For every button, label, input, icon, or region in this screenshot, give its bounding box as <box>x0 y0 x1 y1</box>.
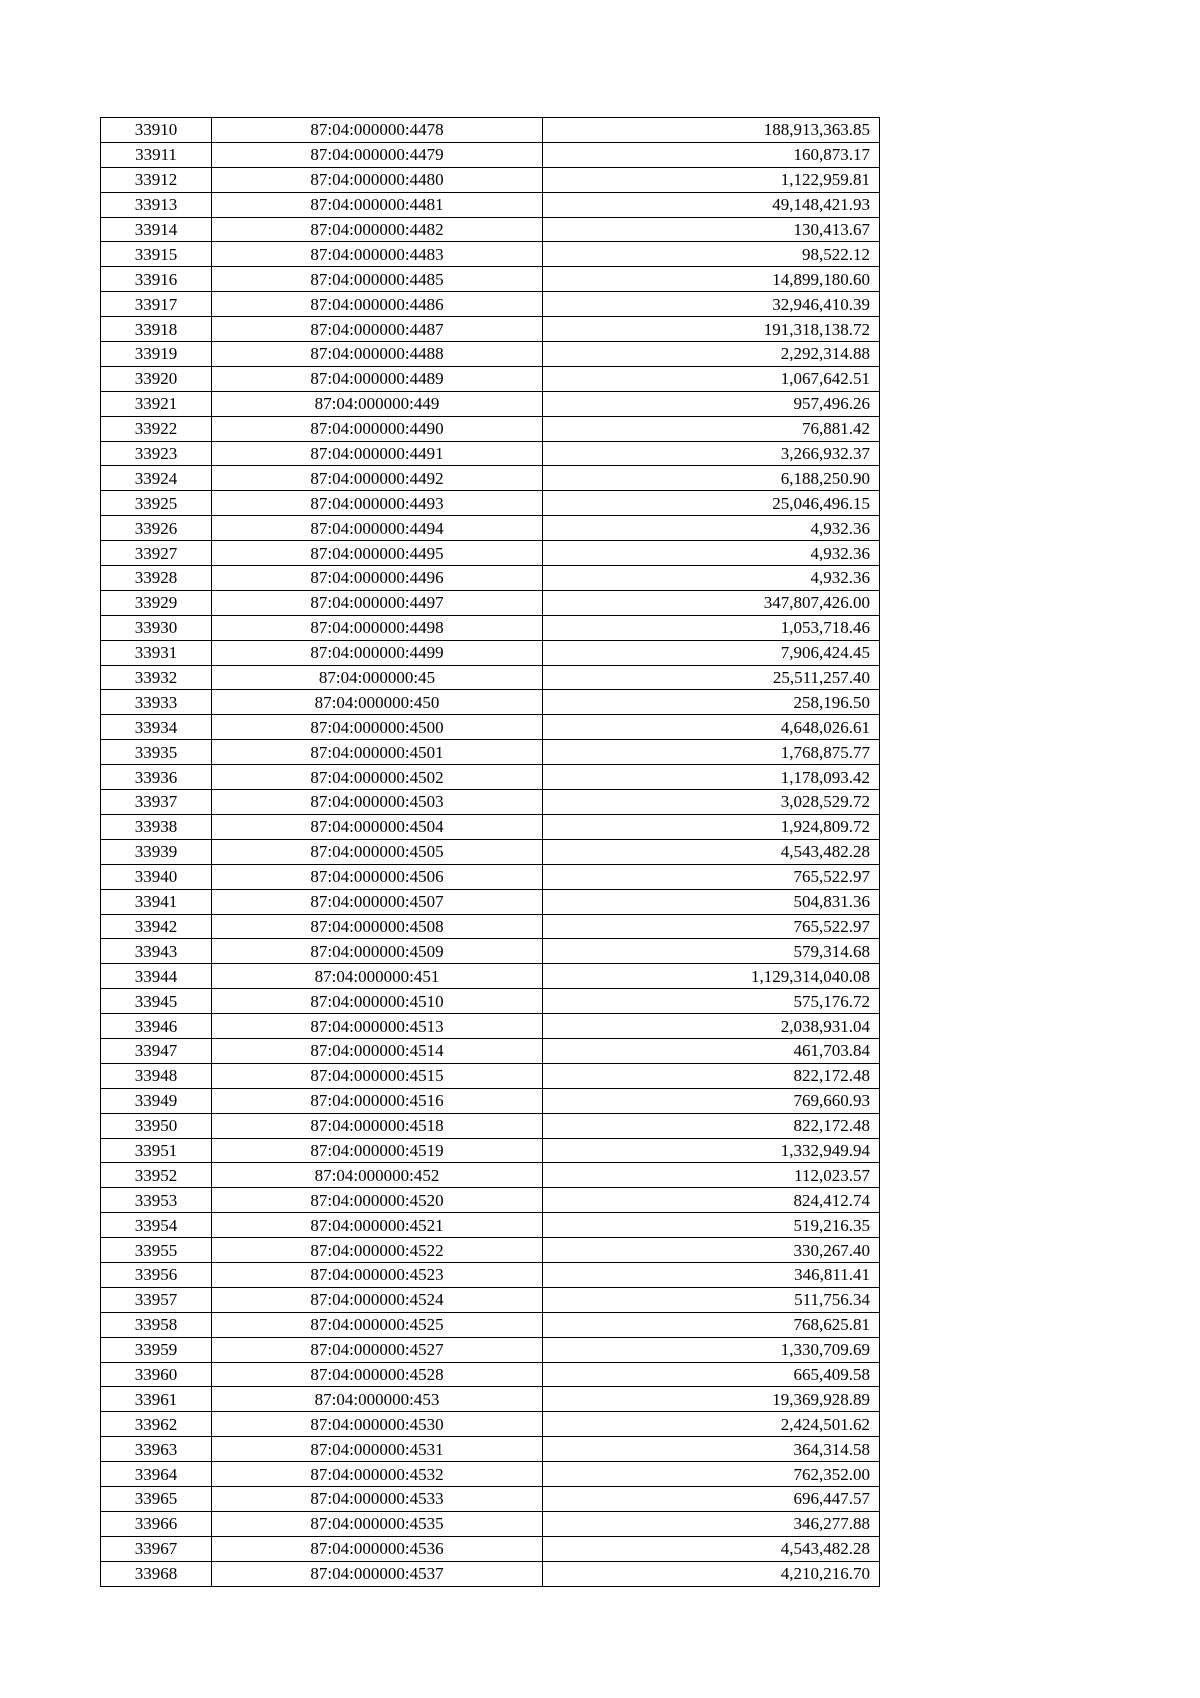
table-row <box>101 615 880 640</box>
table-row <box>101 391 880 416</box>
table-row <box>101 964 880 989</box>
row-number-cell: 33925 <box>101 491 212 516</box>
table-row <box>101 217 880 242</box>
row-number-cell: 33951 <box>101 1138 212 1163</box>
cadastral-number-cell: 87:04:000000:4494 <box>212 516 543 541</box>
table-row <box>101 715 880 740</box>
value-cell: 330,267.40 <box>543 1238 880 1263</box>
value-cell: 461,703.84 <box>543 1038 880 1063</box>
value-cell: 768,625.81 <box>543 1312 880 1337</box>
table-row <box>101 690 880 715</box>
table-row <box>101 1387 880 1412</box>
value-cell: 1,768,875.77 <box>543 740 880 765</box>
cadastral-number-cell: 87:04:000000:4537 <box>212 1561 543 1586</box>
table-row <box>101 1437 880 1462</box>
row-number-cell: 33952 <box>101 1163 212 1188</box>
row-number-cell: 33946 <box>101 1014 212 1039</box>
value-cell: 76,881.42 <box>543 416 880 441</box>
cadastral-number-cell: 87:04:000000:4507 <box>212 889 543 914</box>
cadastral-number-cell: 87:04:000000:4491 <box>212 441 543 466</box>
cadastral-number-cell: 87:04:000000:45 <box>212 665 543 690</box>
row-number-cell: 33934 <box>101 715 212 740</box>
value-cell: 3,028,529.72 <box>543 790 880 815</box>
row-number-cell: 33940 <box>101 864 212 889</box>
cadastral-number-cell: 87:04:000000:4519 <box>212 1138 543 1163</box>
table-row <box>101 989 880 1014</box>
table-row <box>101 292 880 317</box>
row-number-cell: 33911 <box>101 142 212 167</box>
cadastral-number-cell: 87:04:000000:4510 <box>212 989 543 1014</box>
table-row <box>101 1213 880 1238</box>
table-row <box>101 640 880 665</box>
cadastral-number-cell: 87:04:000000:4508 <box>212 914 543 939</box>
cadastral-number-cell: 87:04:000000:4489 <box>212 366 543 391</box>
value-cell: 4,543,482.28 <box>543 839 880 864</box>
value-cell: 191,318,138.72 <box>543 317 880 342</box>
row-number-cell: 33929 <box>101 590 212 615</box>
cadastral-number-cell: 87:04:000000:4486 <box>212 292 543 317</box>
table-row <box>101 466 880 491</box>
row-number-cell: 33936 <box>101 765 212 790</box>
value-cell: 19,369,928.89 <box>543 1387 880 1412</box>
value-cell: 4,932.36 <box>543 541 880 566</box>
row-number-cell: 33928 <box>101 566 212 591</box>
value-cell: 1,053,718.46 <box>543 615 880 640</box>
row-number-cell: 33921 <box>101 391 212 416</box>
row-number-cell: 33967 <box>101 1536 212 1561</box>
value-cell: 25,046,496.15 <box>543 491 880 516</box>
table-row <box>101 1238 880 1263</box>
row-number-cell: 33968 <box>101 1561 212 1586</box>
table-row <box>101 1088 880 1113</box>
table-body <box>101 118 880 1587</box>
value-cell: 2,424,501.62 <box>543 1412 880 1437</box>
row-number-cell: 33910 <box>101 118 212 143</box>
row-number-cell: 33955 <box>101 1238 212 1263</box>
table-row <box>101 416 880 441</box>
row-number-cell: 33964 <box>101 1462 212 1487</box>
value-cell: 2,038,931.04 <box>543 1014 880 1039</box>
table-row <box>101 1536 880 1561</box>
value-cell: 130,413.67 <box>543 217 880 242</box>
row-number-cell: 33942 <box>101 914 212 939</box>
cadastral-number-cell: 87:04:000000:4530 <box>212 1412 543 1437</box>
value-cell: 504,831.36 <box>543 889 880 914</box>
value-cell: 4,648,026.61 <box>543 715 880 740</box>
value-cell: 511,756.34 <box>543 1287 880 1312</box>
row-number-cell: 33963 <box>101 1437 212 1462</box>
row-number-cell: 33945 <box>101 989 212 1014</box>
row-number-cell: 33935 <box>101 740 212 765</box>
table-row <box>101 740 880 765</box>
cadastral-number-cell: 87:04:000000:4480 <box>212 167 543 192</box>
value-cell: 347,807,426.00 <box>543 590 880 615</box>
value-cell: 1,330,709.69 <box>543 1337 880 1362</box>
row-number-cell: 33959 <box>101 1337 212 1362</box>
value-cell: 6,188,250.90 <box>543 466 880 491</box>
cadastral-number-cell: 87:04:000000:451 <box>212 964 543 989</box>
table-row <box>101 1188 880 1213</box>
row-number-cell: 33937 <box>101 790 212 815</box>
table-row <box>101 441 880 466</box>
table-row <box>101 1113 880 1138</box>
table-row <box>101 142 880 167</box>
table-row <box>101 665 880 690</box>
table-row <box>101 1362 880 1387</box>
cadastral-number-cell: 87:04:000000:4524 <box>212 1287 543 1312</box>
table-row <box>101 1163 880 1188</box>
row-number-cell: 33914 <box>101 217 212 242</box>
cadastral-number-cell: 87:04:000000:4516 <box>212 1088 543 1113</box>
row-number-cell: 33926 <box>101 516 212 541</box>
cadastral-number-cell: 87:04:000000:4533 <box>212 1486 543 1511</box>
table-row <box>101 864 880 889</box>
cadastral-number-cell: 87:04:000000:4536 <box>212 1536 543 1561</box>
table-row <box>101 541 880 566</box>
row-number-cell: 33922 <box>101 416 212 441</box>
cadastral-value-table <box>100 117 880 1587</box>
value-cell: 519,216.35 <box>543 1213 880 1238</box>
table-row <box>101 1462 880 1487</box>
value-cell: 696,447.57 <box>543 1486 880 1511</box>
cadastral-number-cell: 87:04:000000:4513 <box>212 1014 543 1039</box>
value-cell: 665,409.58 <box>543 1362 880 1387</box>
row-number-cell: 33924 <box>101 466 212 491</box>
row-number-cell: 33913 <box>101 192 212 217</box>
value-cell: 1,129,314,040.08 <box>543 964 880 989</box>
row-number-cell: 33933 <box>101 690 212 715</box>
cadastral-number-cell: 87:04:000000:4490 <box>212 416 543 441</box>
cadastral-number-cell: 87:04:000000:4487 <box>212 317 543 342</box>
row-number-cell: 33957 <box>101 1287 212 1312</box>
cadastral-number-cell: 87:04:000000:4535 <box>212 1511 543 1536</box>
value-cell: 822,172.48 <box>543 1113 880 1138</box>
row-number-cell: 33961 <box>101 1387 212 1412</box>
row-number-cell: 33919 <box>101 342 212 367</box>
value-cell: 762,352.00 <box>543 1462 880 1487</box>
row-number-cell: 33956 <box>101 1262 212 1287</box>
table-row <box>101 1486 880 1511</box>
value-cell: 364,314.58 <box>543 1437 880 1462</box>
cadastral-number-cell: 87:04:000000:4523 <box>212 1262 543 1287</box>
value-cell: 14,899,180.60 <box>543 267 880 292</box>
row-number-cell: 33960 <box>101 1362 212 1387</box>
row-number-cell: 33932 <box>101 665 212 690</box>
cadastral-number-cell: 87:04:000000:4514 <box>212 1038 543 1063</box>
cadastral-number-cell: 87:04:000000:4478 <box>212 118 543 143</box>
row-number-cell: 33930 <box>101 615 212 640</box>
cadastral-number-cell: 87:04:000000:4485 <box>212 267 543 292</box>
cadastral-number-cell: 87:04:000000:4495 <box>212 541 543 566</box>
value-cell: 765,522.97 <box>543 914 880 939</box>
table-row <box>101 1337 880 1362</box>
table-row <box>101 366 880 391</box>
table-row <box>101 914 880 939</box>
row-number-cell: 33915 <box>101 242 212 267</box>
value-cell: 1,178,093.42 <box>543 765 880 790</box>
cadastral-number-cell: 87:04:000000:4509 <box>212 939 543 964</box>
value-cell: 822,172.48 <box>543 1063 880 1088</box>
row-number-cell: 33965 <box>101 1486 212 1511</box>
table-row <box>101 192 880 217</box>
row-number-cell: 33938 <box>101 814 212 839</box>
table-row <box>101 1014 880 1039</box>
row-number-cell: 33920 <box>101 366 212 391</box>
value-cell: 160,873.17 <box>543 142 880 167</box>
cadastral-number-cell: 87:04:000000:4482 <box>212 217 543 242</box>
table-row <box>101 317 880 342</box>
row-number-cell: 33927 <box>101 541 212 566</box>
cadastral-number-cell: 87:04:000000:4503 <box>212 790 543 815</box>
table-row <box>101 242 880 267</box>
row-number-cell: 33950 <box>101 1113 212 1138</box>
cadastral-number-cell: 87:04:000000:450 <box>212 690 543 715</box>
cadastral-number-cell: 87:04:000000:4518 <box>212 1113 543 1138</box>
value-cell: 4,932.36 <box>543 516 880 541</box>
table-row <box>101 1561 880 1586</box>
cadastral-number-cell: 87:04:000000:4520 <box>212 1188 543 1213</box>
cadastral-number-cell: 87:04:000000:4504 <box>212 814 543 839</box>
table-row <box>101 1312 880 1337</box>
table-row <box>101 765 880 790</box>
row-number-cell: 33916 <box>101 267 212 292</box>
row-number-cell: 33966 <box>101 1511 212 1536</box>
table-row <box>101 267 880 292</box>
table-row <box>101 167 880 192</box>
table-row <box>101 1262 880 1287</box>
row-number-cell: 33948 <box>101 1063 212 1088</box>
table-row <box>101 1063 880 1088</box>
value-cell: 49,148,421.93 <box>543 192 880 217</box>
cadastral-number-cell: 87:04:000000:4481 <box>212 192 543 217</box>
row-number-cell: 33941 <box>101 889 212 914</box>
cadastral-number-cell: 87:04:000000:4515 <box>212 1063 543 1088</box>
table-row <box>101 1038 880 1063</box>
cadastral-number-cell: 87:04:000000:4531 <box>212 1437 543 1462</box>
cadastral-number-cell: 87:04:000000:4488 <box>212 342 543 367</box>
cadastral-number-cell: 87:04:000000:4479 <box>212 142 543 167</box>
value-cell: 1,332,949.94 <box>543 1138 880 1163</box>
cadastral-number-cell: 87:04:000000:4532 <box>212 1462 543 1487</box>
value-cell: 824,412.74 <box>543 1188 880 1213</box>
row-number-cell: 33917 <box>101 292 212 317</box>
row-number-cell: 33962 <box>101 1412 212 1437</box>
row-number-cell: 33931 <box>101 640 212 665</box>
table-row <box>101 1511 880 1536</box>
row-number-cell: 33923 <box>101 441 212 466</box>
cadastral-number-cell: 87:04:000000:4527 <box>212 1337 543 1362</box>
cadastral-number-cell: 87:04:000000:4505 <box>212 839 543 864</box>
table-row <box>101 516 880 541</box>
cadastral-number-cell: 87:04:000000:452 <box>212 1163 543 1188</box>
value-cell: 112,023.57 <box>543 1163 880 1188</box>
table-row <box>101 1287 880 1312</box>
value-cell: 575,176.72 <box>543 989 880 1014</box>
row-number-cell: 33918 <box>101 317 212 342</box>
row-number-cell: 33958 <box>101 1312 212 1337</box>
value-cell: 4,210,216.70 <box>543 1561 880 1586</box>
table-row <box>101 1138 880 1163</box>
cadastral-number-cell: 87:04:000000:4525 <box>212 1312 543 1337</box>
row-number-cell: 33954 <box>101 1213 212 1238</box>
row-number-cell: 33939 <box>101 839 212 864</box>
table-row <box>101 790 880 815</box>
cadastral-number-cell: 87:04:000000:4521 <box>212 1213 543 1238</box>
cadastral-number-cell: 87:04:000000:4499 <box>212 640 543 665</box>
value-cell: 188,913,363.85 <box>543 118 880 143</box>
table-row <box>101 342 880 367</box>
value-cell: 1,924,809.72 <box>543 814 880 839</box>
table-row <box>101 1412 880 1437</box>
value-cell: 346,277.88 <box>543 1511 880 1536</box>
value-cell: 765,522.97 <box>543 864 880 889</box>
value-cell: 4,543,482.28 <box>543 1536 880 1561</box>
cadastral-number-cell: 87:04:000000:4506 <box>212 864 543 889</box>
cadastral-number-cell: 87:04:000000:4502 <box>212 765 543 790</box>
value-cell: 769,660.93 <box>543 1088 880 1113</box>
value-cell: 2,292,314.88 <box>543 342 880 367</box>
cadastral-number-cell: 87:04:000000:4496 <box>212 566 543 591</box>
value-cell: 7,906,424.45 <box>543 640 880 665</box>
value-cell: 98,522.12 <box>543 242 880 267</box>
value-cell: 3,266,932.37 <box>543 441 880 466</box>
cadastral-number-cell: 87:04:000000:449 <box>212 391 543 416</box>
table-row <box>101 939 880 964</box>
row-number-cell: 33943 <box>101 939 212 964</box>
cadastral-number-cell: 87:04:000000:4483 <box>212 242 543 267</box>
value-cell: 25,511,257.40 <box>543 665 880 690</box>
table-row <box>101 814 880 839</box>
value-cell: 1,067,642.51 <box>543 366 880 391</box>
cadastral-number-cell: 87:04:000000:4522 <box>212 1238 543 1263</box>
cadastral-number-cell: 87:04:000000:4492 <box>212 466 543 491</box>
cadastral-number-cell: 87:04:000000:4498 <box>212 615 543 640</box>
row-number-cell: 33953 <box>101 1188 212 1213</box>
table-row <box>101 491 880 516</box>
value-cell: 579,314.68 <box>543 939 880 964</box>
value-cell: 957,496.26 <box>543 391 880 416</box>
value-cell: 1,122,959.81 <box>543 167 880 192</box>
value-cell: 4,932.36 <box>543 566 880 591</box>
table-row <box>101 590 880 615</box>
table-row <box>101 889 880 914</box>
cadastral-number-cell: 87:04:000000:4500 <box>212 715 543 740</box>
cadastral-number-cell: 87:04:000000:4501 <box>212 740 543 765</box>
value-cell: 258,196.50 <box>543 690 880 715</box>
table-row <box>101 566 880 591</box>
cadastral-number-cell: 87:04:000000:4528 <box>212 1362 543 1387</box>
row-number-cell: 33944 <box>101 964 212 989</box>
cadastral-number-cell: 87:04:000000:453 <box>212 1387 543 1412</box>
row-number-cell: 33912 <box>101 167 212 192</box>
value-cell: 32,946,410.39 <box>543 292 880 317</box>
cadastral-number-cell: 87:04:000000:4497 <box>212 590 543 615</box>
row-number-cell: 33947 <box>101 1038 212 1063</box>
value-cell: 346,811.41 <box>543 1262 880 1287</box>
cadastral-number-cell: 87:04:000000:4493 <box>212 491 543 516</box>
table-row <box>101 839 880 864</box>
row-number-cell: 33949 <box>101 1088 212 1113</box>
table-row <box>101 118 880 143</box>
